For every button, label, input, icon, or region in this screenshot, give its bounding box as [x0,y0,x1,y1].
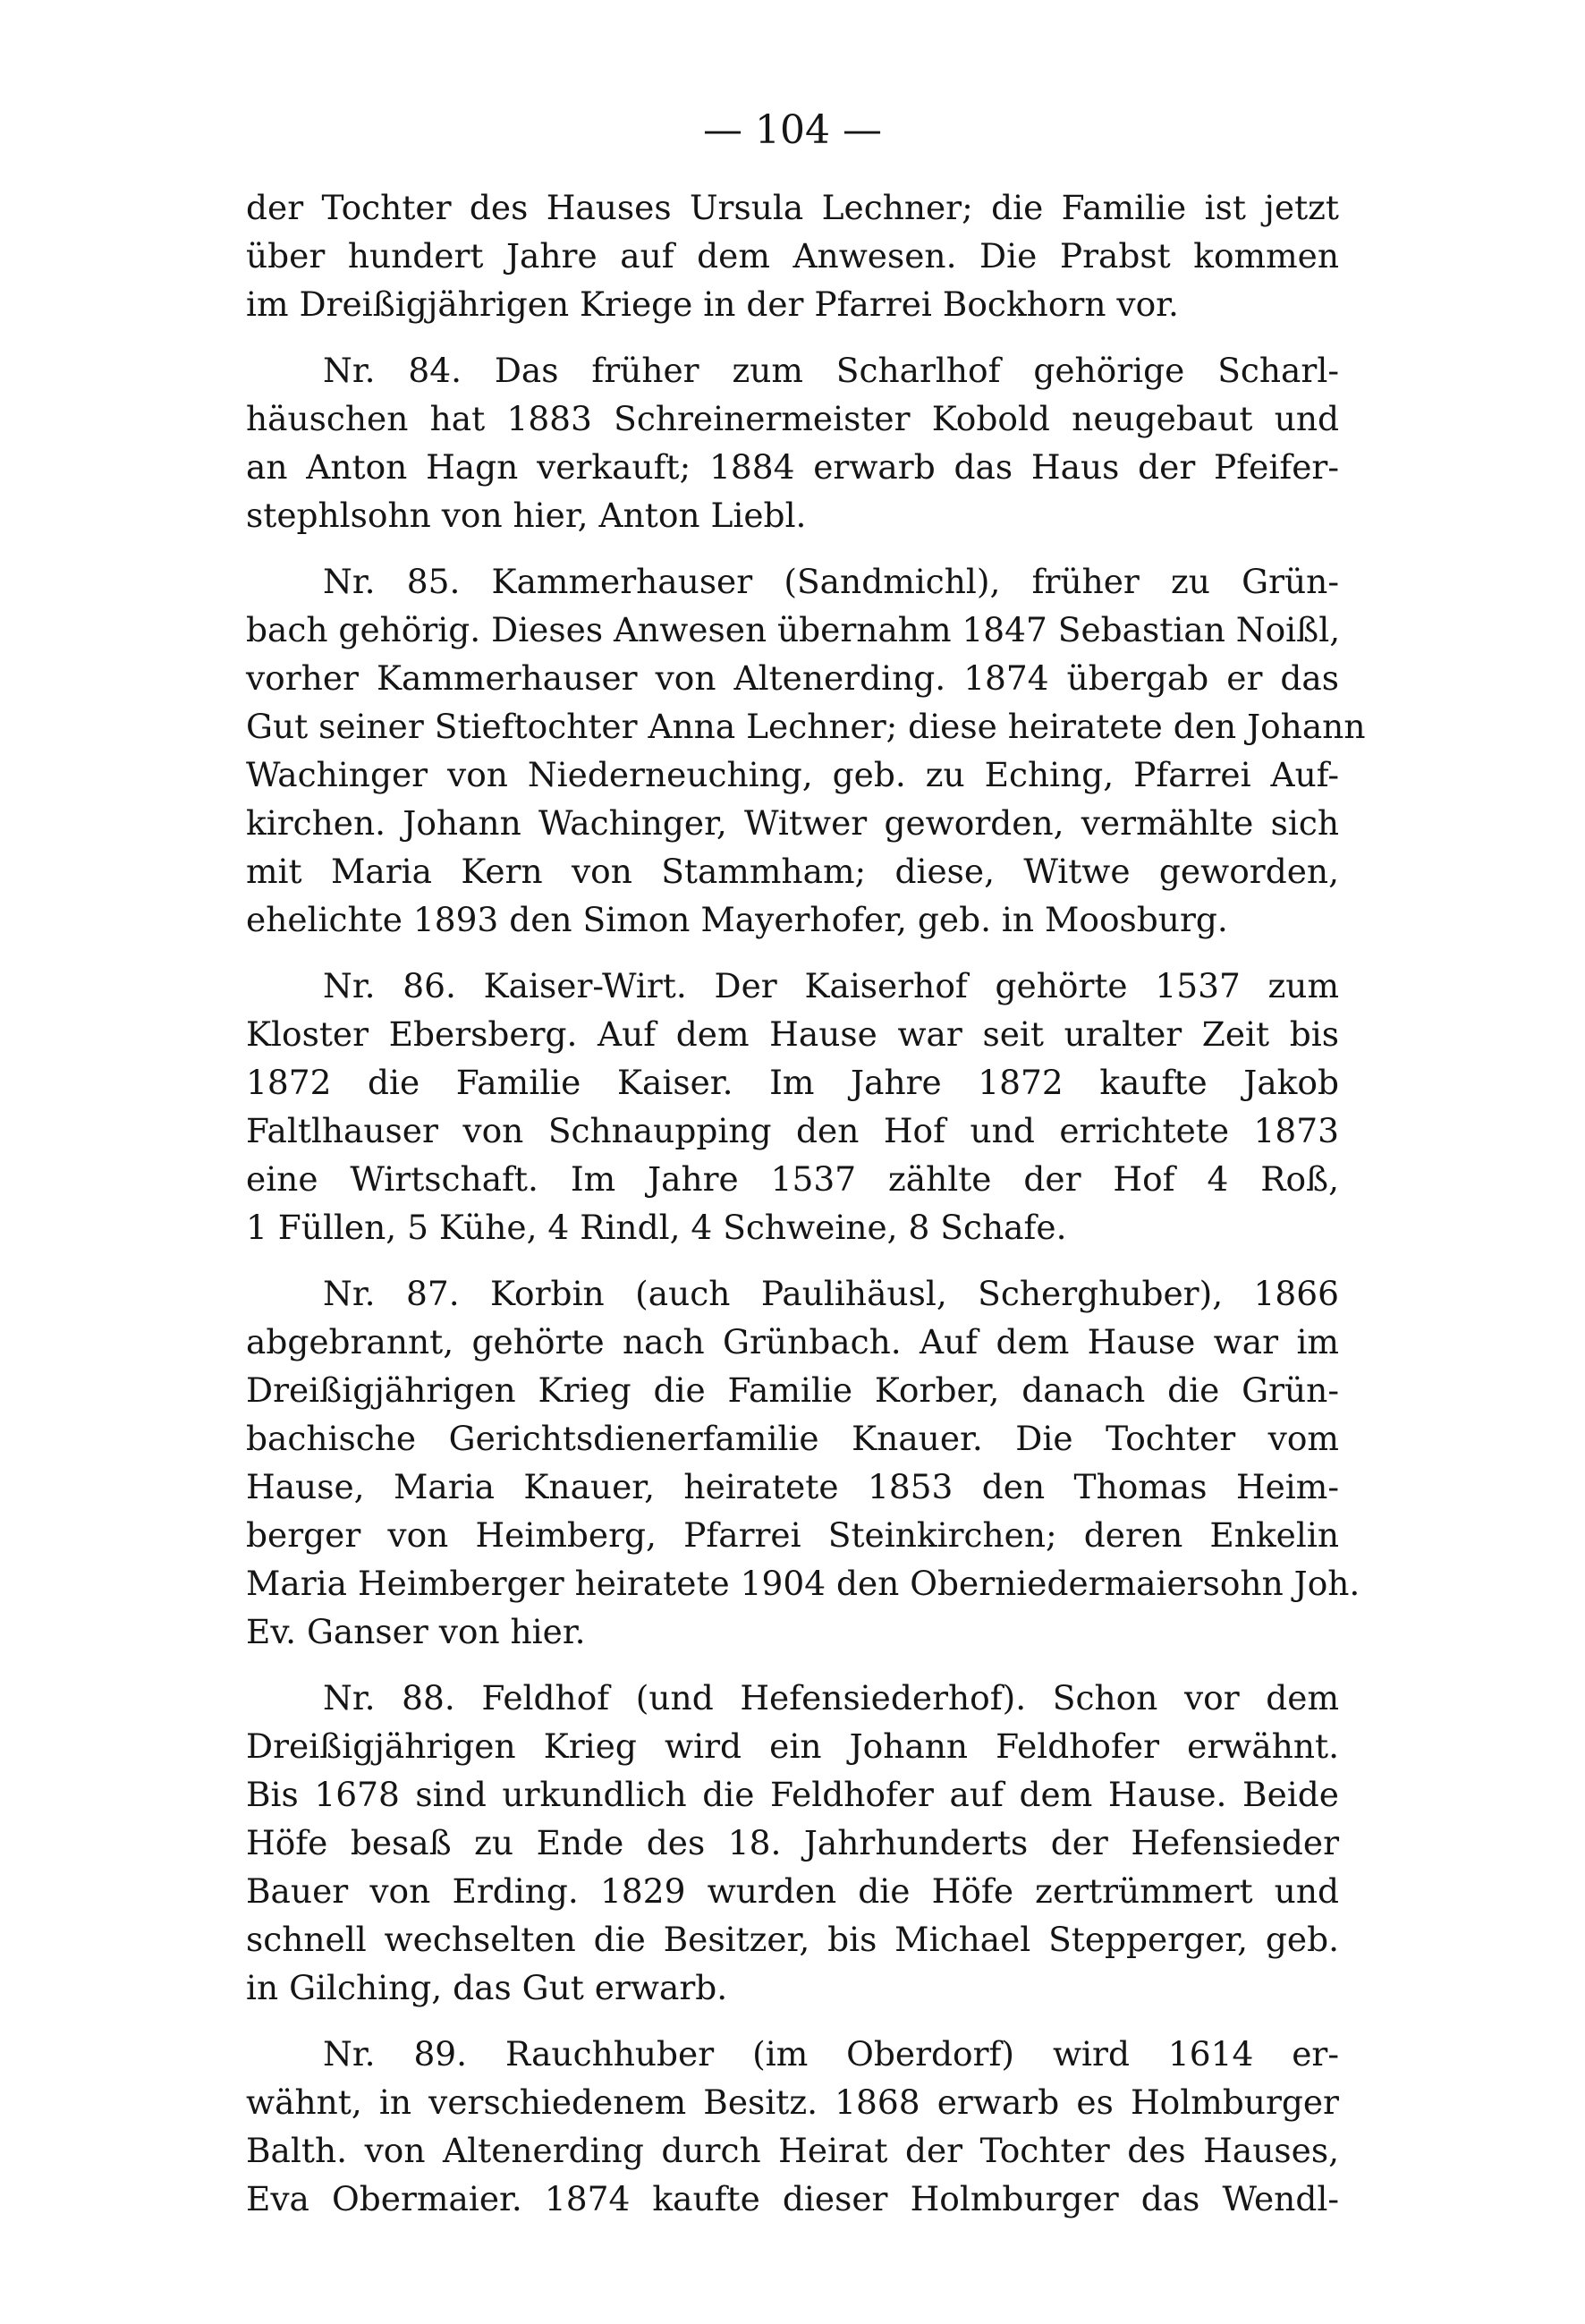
text-line: schnell wechselten die Besitzer, bis Michael Stepperger, geb. [246,1920,1339,1959]
text-line: Wachinger von Niederneuching, geb. zu Eching, Pfarrei Auf- [246,755,1339,794]
paragraph [246,183,1339,328]
paragraph [246,557,1366,944]
text-line: der Tochter des Hauses Ursula Lechner; die Familie ist jetzt [246,188,1339,227]
page-number: — 104 — [703,107,882,153]
paragraph-gap [246,2012,1339,2030]
text-line: Hause, Maria Knauer, heiratete 1853 den Thomas Heim- [246,1467,1339,1506]
text-line: Dreißigjährigen Krieg wird ein Johann Feldhofer erwähnt. [246,1726,1339,1766]
body-text [246,183,1366,2223]
text-line: ehelichte 1893 den Simon Mayerhofer, geb. in Moosburg. [246,900,1228,939]
text-line: Faltlhauser von Schnaupping den Hof und errichtete 1873 [246,1111,1339,1150]
text-line: Kloster Ebersberg. Auf dem Hause war seit uralter Zeit bis [246,1014,1339,1054]
paragraph [246,2030,1339,2223]
text-line: Dreißigjährigen Krieg die Familie Korber, danach die Grün- [246,1370,1339,1410]
text-line: Nr. 89. Rauchhuber (im Oberdorf) wird 1614 er- [323,2034,1339,2074]
paragraph-gap [246,539,1339,557]
text-line: Eva Obermaier. 1874 kaufte dieser Holmburger das Wendl- [246,2179,1339,2218]
paragraph [246,962,1339,1251]
text-line: vorher Kammerhauser von Altenerding. 1874 übergab er das [246,658,1339,698]
text-line: mit Maria Kern von Stammham; diese, Witwe geworden, [246,852,1339,891]
paragraph-gap [246,328,1339,346]
text-line: an Anton Hagn verkauft; 1884 erwarb das Haus der Pfeifer- [246,447,1339,487]
text-line: Bis 1678 sind urkundlich die Feldhofer auf dem Hause. Beide [246,1775,1339,1814]
text-line: im Dreißigjährigen Kriege in der Pfarrei Bockhorn vor. [246,284,1179,324]
text-line: abgebrannt, gehörte nach Grünbach. Auf dem Hause war im [246,1322,1339,1361]
paragraph [246,346,1339,539]
text-line: 1 Füllen, 5 Kühe, 4 Rindl, 4 Schweine, 8 Schafe. [246,1208,1067,1247]
text-line: Nr. 85. Kammerhauser (Sandmichl), früher zu Grün- [323,562,1339,601]
text-line: Gut seiner Stieftochter Anna Lechner; diese heiratete den Johann [246,707,1366,746]
paragraph-gap [246,944,1339,962]
text-line: stephlsohn von hier, Anton Liebl. [246,496,807,535]
text-line: Nr. 87. Korbin (auch Paulihäusl, Scherghuber), 1866 [323,1274,1339,1313]
text-line: wähnt, in verschiedenem Besitz. 1868 erwarb es Holmburger [246,2082,1339,2122]
text-line: kirchen. Johann Wachinger, Witwer geworden, vermählte sich [246,803,1339,843]
text-line: bachische Gerichtsdienerfamilie Knauer. Die Tochter vom [246,1419,1339,1458]
paragraph [246,1674,1339,2012]
text-line: Bauer von Erding. 1829 wurden die Höfe zertrümmert und [246,1871,1339,1911]
paragraph-gap [246,1251,1339,1269]
paragraph-gap [246,1656,1339,1674]
text-line: über hundert Jahre auf dem Anwesen. Die Prabst kommen [246,236,1339,276]
text-line: berger von Heimberg, Pfarrei Steinkirchen; deren Enkelin [246,1515,1339,1555]
text-line: Maria Heimberger heiratete 1904 den Oberniedermaiersohn Joh. [246,1564,1360,1603]
text-line: Balth. von Altenerding durch Heirat der Tochter des Hauses, [246,2131,1339,2170]
text-line: häuschen hat 1883 Schreinermeister Kobold neugebaut und [246,399,1339,438]
text-line: bach gehörig. Dieses Anwesen übernahm 1847 Sebastian Noißl, [246,610,1341,649]
text-line: eine Wirtschaft. Im Jahre 1537 zählte der Hof 4 Roß, [246,1159,1339,1199]
text-line: 1872 die Familie Kaiser. Im Jahre 1872 kaufte Jakob [246,1063,1339,1102]
text-line: Nr. 86. Kaiser-Wirt. Der Kaiserhof gehörte 1537 zum [323,966,1339,1005]
text-line: Nr. 84. Das früher zum Scharlhof gehörige Scharl- [323,351,1339,390]
paragraph [246,1269,1360,1656]
text-line: Nr. 88. Feldhof (und Hefensiederhof). Schon vor dem [323,1678,1339,1718]
text-line: Ev. Ganser von hier. [246,1612,586,1651]
text-line: Höfe besaß zu Ende des 18. Jahrhunderts der Hefensieder [246,1823,1339,1862]
text-line: in Gilching, das Gut erwarb. [246,1968,728,2007]
